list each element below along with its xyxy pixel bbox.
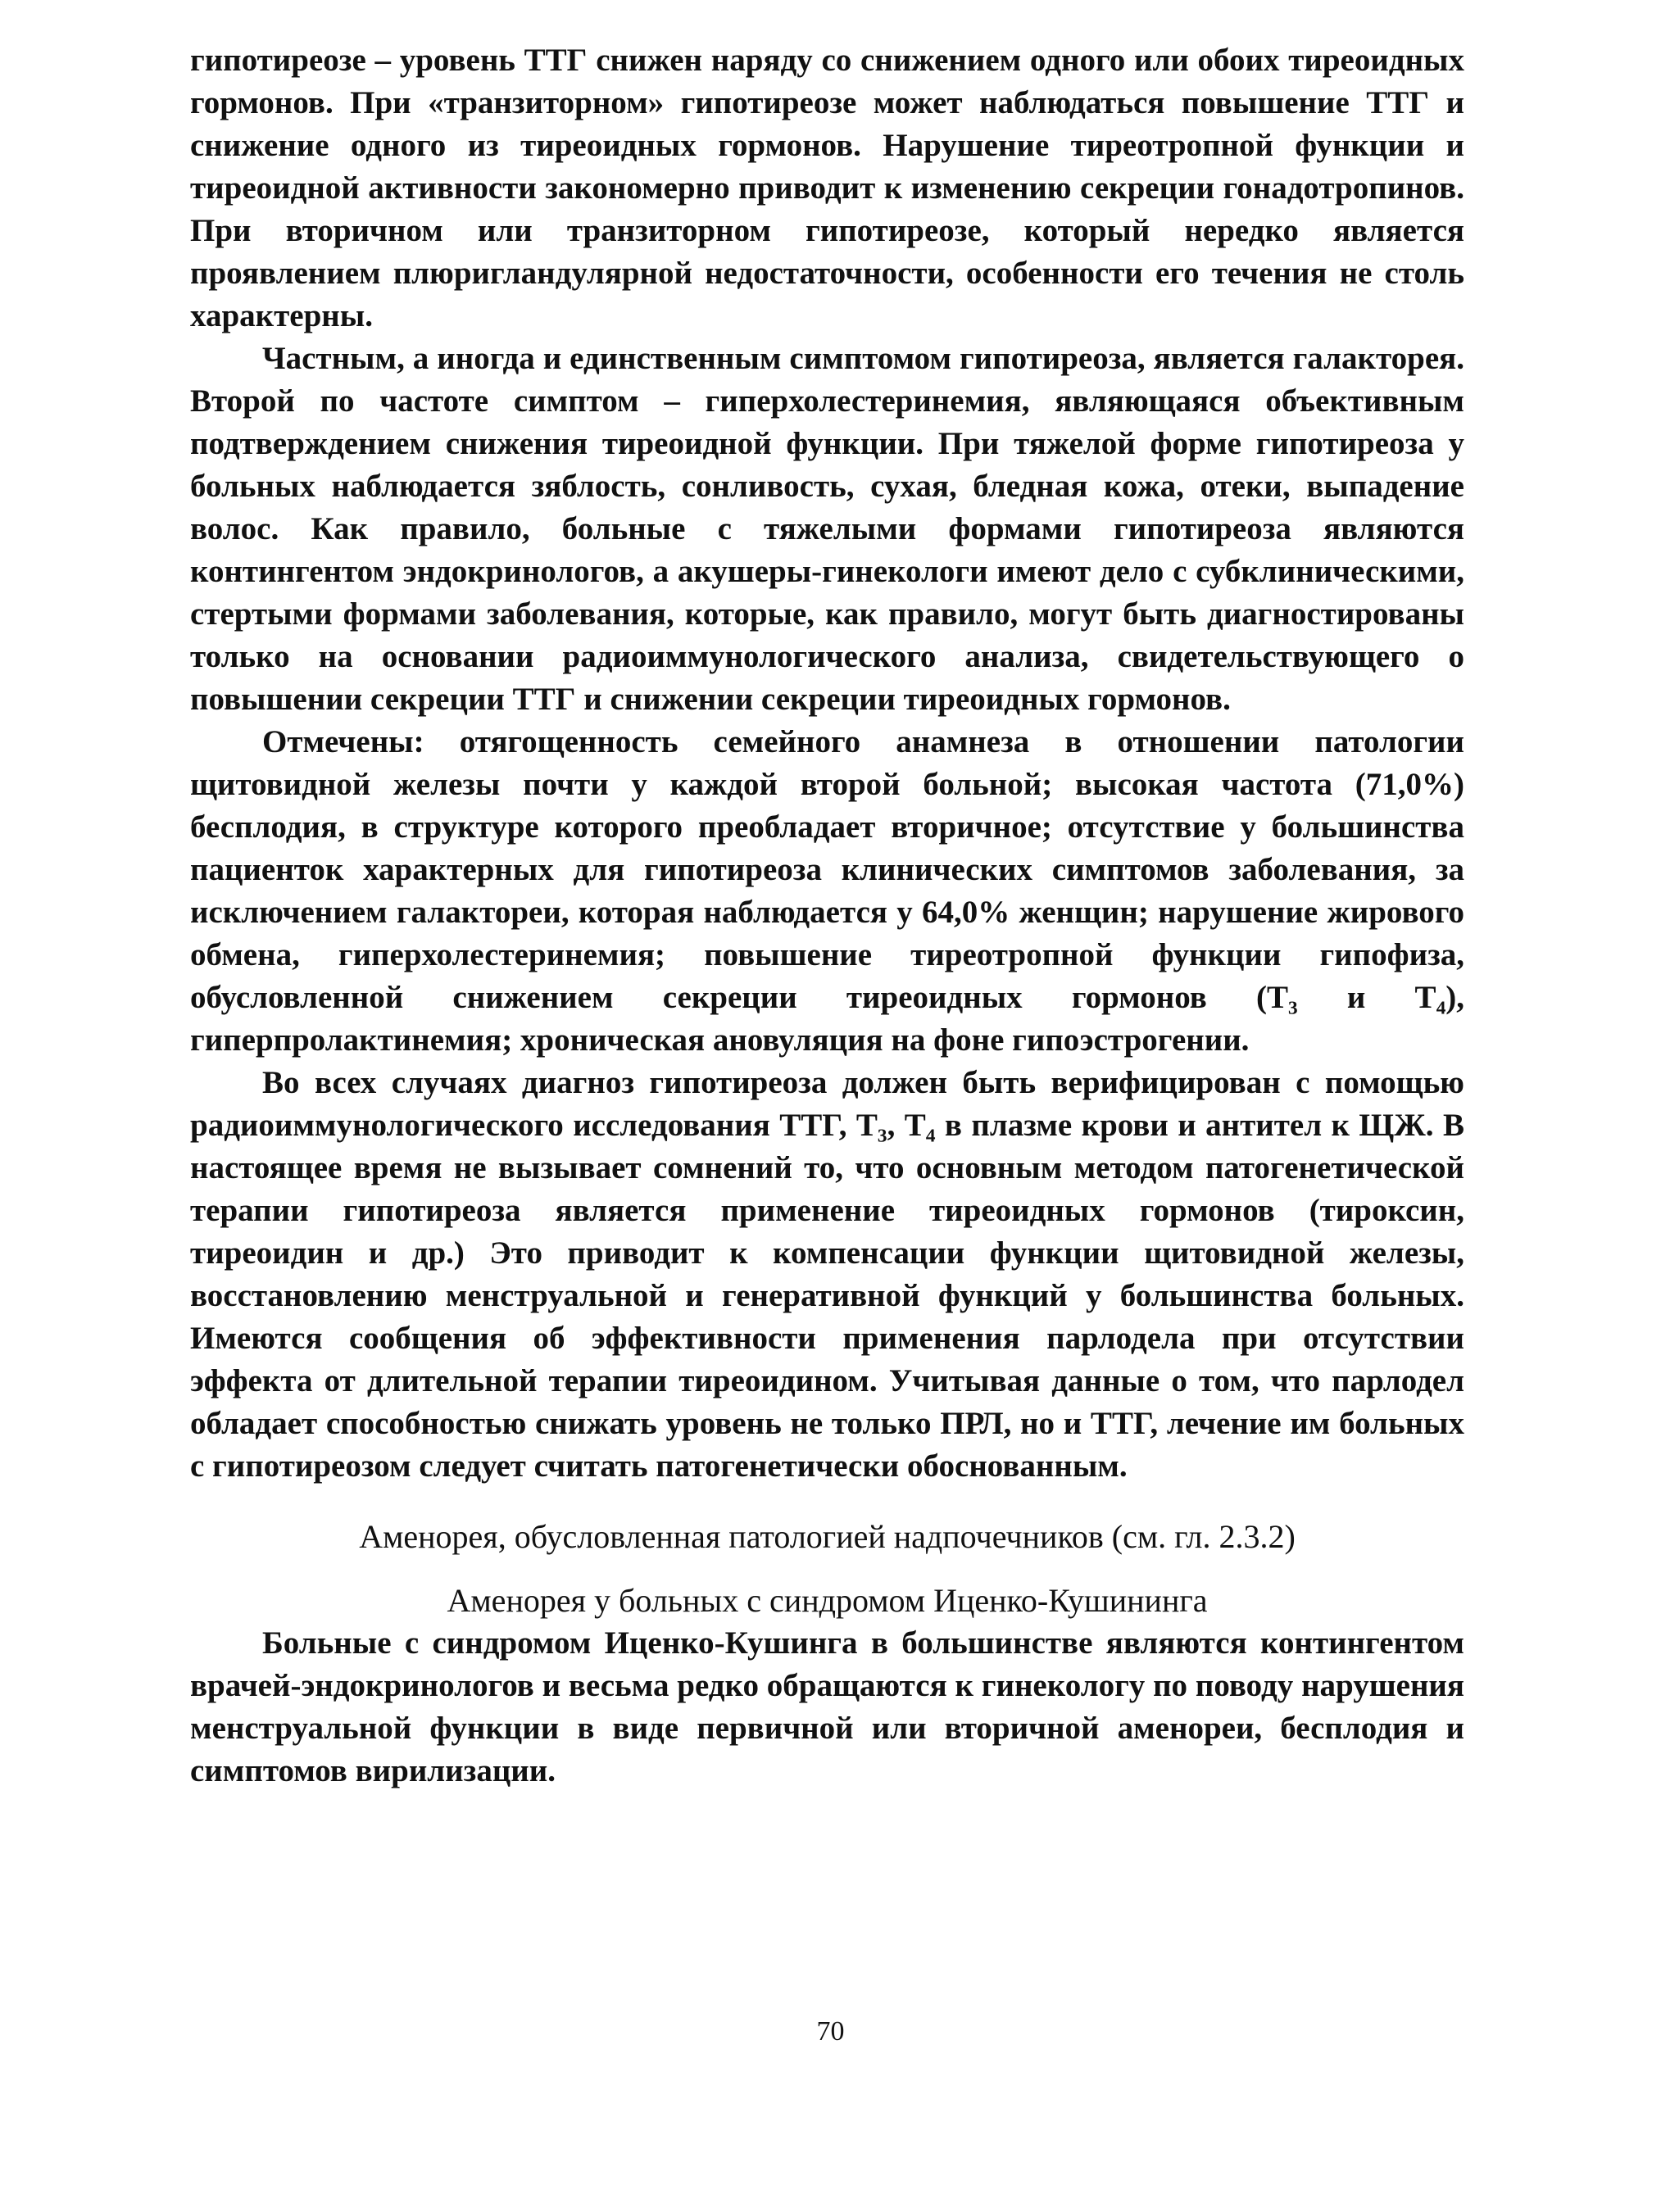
paragraph-hypothyroidism-intro: гипотиреозе – уровень ТТГ снижен наряду со снижением одного или обоих тиреоидных гормонов. При «транзиторном» гипотиреозе может наблюдаться повышение ТТГ и снижение одного из тиреоидных гормонов. Нарушение тиреотропной функции и тиреоидной активности закономерно приводит к изменению секреции гонадотропинов. При вторичном или транзиторном гипотиреозе, который нередко является проявлением плюригландулярной недостаточности, особенности его течения не столь характерны.	[190, 43, 1464, 333]
paragraph-galactorrhea: Частным, а иногда и единственным симптомом гипотиреоза, является галакторея. Второй по частоте симптом – гиперхолестеринемия, являющаяся объективным подтверждением снижения тиреоидной функции. При тяжелой форме гипотиреоза у больных наблюдается зяблость, сонливость, сухая, бледная кожа, отеки, выпадение волос. Как правило, больные с тяжелыми формами гипотиреоза являются контингентом эндокринологов, а акушеры-гинекологи имеют дело с субклиническими, стертыми формами заболевания, которые, как правило, могут быть диагностированы только на основании радиоиммунологического анализа, свидетельствующего о повышении секреции ТТГ и снижении секреции тиреоидных гормонов.	[190, 341, 1464, 717]
page-number: 70	[816, 2016, 845, 2047]
paragraph-diagnosis-treatment: Во всех случаях диагноз гипотиреоза должен быть верифицирован с помощью радиоиммунологического исследования ТТГ, Т₃, Т₄ в плазме крови и антител к ЩЖ. В настоящее время не вызывает сомнений то, что основным методом патогенетической терапии гипотиреоза является применение тиреоидных гормонов (тироксин, тиреоидин и др.) Это приводит к компенсации функции щитовидной железы, восстановлению менструальной и генеративной функций у большинства больных. Имеются сообщения об эффективности применения парлодела при отсутствии эффекта от длительной терапии тиреоидином. Учитывая данные о том, что парлодел обладает способностью снижать уровень не только ПРЛ, но и ТТГ, лечение им больных с гипотиреозом следует считать патогенетически обоснованным.	[190, 1065, 1464, 1484]
section-spacer	[190, 1558, 1464, 1580]
paragraph-cushing: Больные с синдромом Иценко-Кушинга в большинстве являются контингентом врачей-эндокринологов и весьма редко обращаются к гинекологу по поводу нарушения менструальной функции в виде первичной или вторичной аменореи, бесплодия и симптомов вирилизации.	[190, 1625, 1464, 1788]
paragraph-observations: Отмечены: отягощенность семейного анамнеза в отношении патологии щитовидной железы почти у каждой второй больной; высокая частота (71,0%) бесплодия, в структуре которого преобладает вторичное; отсутствие у большинства пациенток характерных для гипотиреоза клинических симптомов заболевания, за исключением галактореи, которая наблюдается у 64,0% женщин; нарушение жирового обмена, гиперхолестеринемия; повышение тиреотропной функции гипофиза, обусловленной снижением секреции тиреоидных гормонов (Т₃ и Т₄), гиперпролактинемия; хроническая ановуляция на фоне гипоэстрогении.	[190, 724, 1464, 1058]
main-text-block	[190, 39, 1464, 1793]
heading-cushing-amenorrhea: Аменорея у больных с синдромом Иценко-Кушининга	[447, 1582, 1208, 1619]
heading-adrenal-amenorrhea: Аменорея, обусловленная патологией надпочечников (см. гл. 2.3.2)	[359, 1518, 1296, 1555]
section-spacer	[190, 1488, 1464, 1516]
